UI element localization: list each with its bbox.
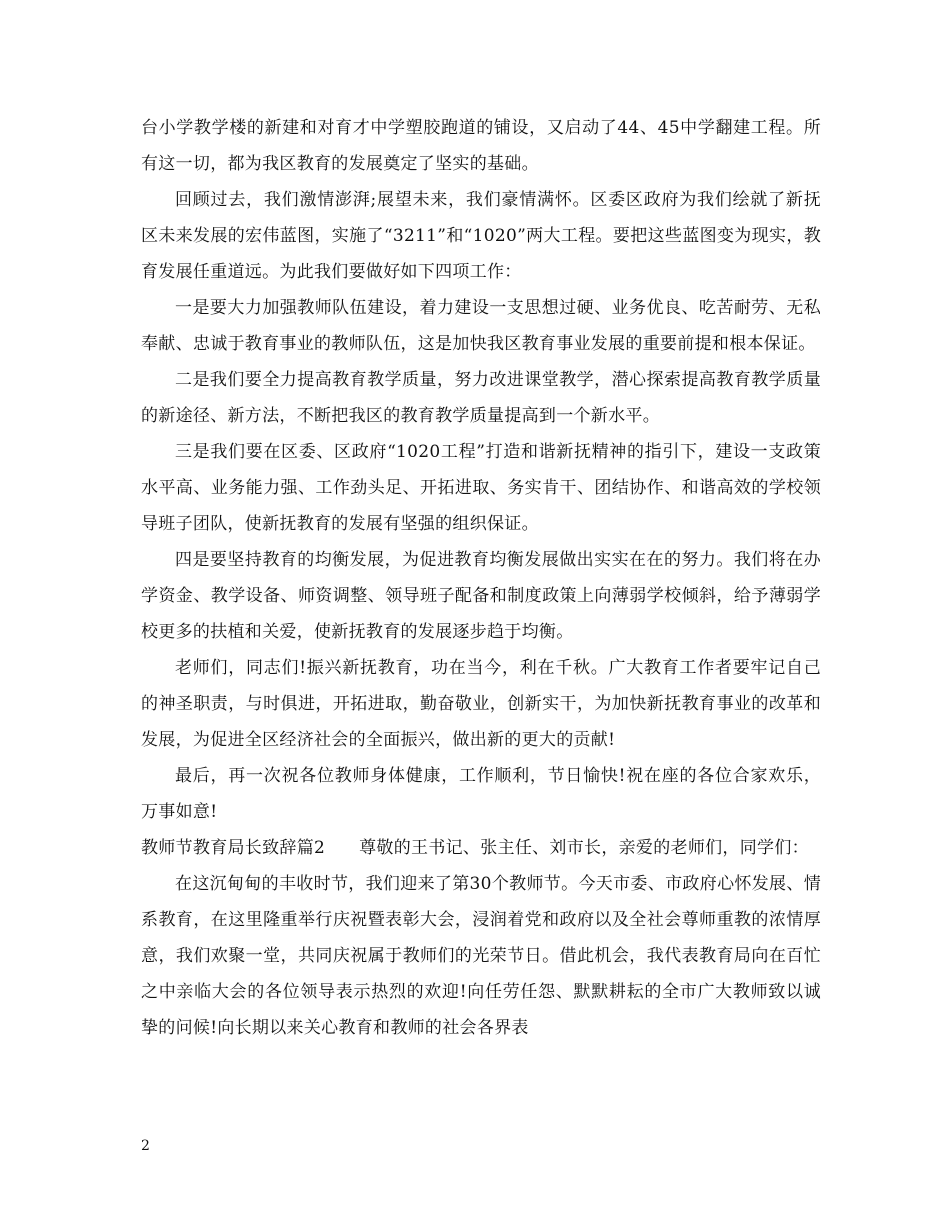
paragraph-task-four: 四是要坚持教育的均衡发展，为促进教育均衡发展做出实实在在的努力。我们将在办学资金、教学设备、师资调整、领导班子配备和制度政策上向薄弱学校倾斜，给予薄弱学校更多的扶植和关爱，使新抚教育的发展逐步趋于均衡。 bbox=[141, 550, 821, 642]
paragraph-task-one: 一是要大力加强教师队伍建设，着力建设一支思想过硬、业务优良、吃苦耐劳、无私奉献、忠诚于教育事业的教师队伍，这是加快我区教育事业发展的重要前提和根本保证。 bbox=[141, 298, 821, 354]
paragraph-closing: 最后，再一次祝各位教师身体健康，工作顺利，节日愉快!祝在座的各位合家欢乐，万事如意! bbox=[141, 766, 821, 822]
section-heading-salutation: 尊敬的王书记、张主任、刘市长，亲爱的老师们，同学们： bbox=[359, 838, 809, 858]
paragraph-speech-opening: 在这沉甸甸的丰收时节，我们迎来了第30个教师节。今天市委、市政府心怀发展、情系教育，在这里隆重举行庆祝暨表彰大会，浸润着党和政府以及全社会尊师重教的浓情厚意，我们欢聚一堂，共同庆祝属于教师们的光荣节日。借此机会，我代表教育局向在百忙之中亲临大会的各位领导表示热烈的欢迎!向任劳任怨、默默耕耘的全市广大教师致以诚挚的问候!向长期以来关心教育和教师的社会各界表 bbox=[141, 874, 821, 1038]
section-heading bbox=[141, 830, 821, 866]
paragraph-task-two: 二是我们要全力提高教育教学质量，努力改进课堂教学，潜心探索提高教育教学质量的新途径、新方法，不断把我区的教育教学质量提高到一个新水平。 bbox=[141, 370, 821, 426]
section-heading-title: 教师节教育局长致辞篇2 bbox=[141, 838, 326, 858]
document-body bbox=[141, 110, 821, 1046]
paragraph-task-three: 三是我们要在区委、区政府“1020工程”打造和谐新抚精神的指引下，建设一支政策水平高、业务能力强、工作劲头足、开拓进取、务实肯干、团结协作、和谐高效的学校领导班子团队，使新抚教育的发展有坚强的组织保证。 bbox=[141, 442, 821, 534]
paragraph-review: 回顾过去，我们激情澎湃;展望未来，我们豪情满怀。区委区政府为我们绘就了新抚区未来发展的宏伟蓝图，实施了“3211”和“1020”两大工程。要把这些蓝图变为现实，教育发展任重道远。为此我们要做好如下四项工作： bbox=[141, 190, 821, 282]
paragraph-continuation: 台小学教学楼的新建和对育才中学塑胶跑道的铺设，又启动了44、45中学翻建工程。所有这一切，都为我区教育的发展奠定了坚实的基础。 bbox=[141, 118, 821, 174]
paragraph-appeal: 老师们，同志们!振兴新抚教育，功在当今，利在千秋。广大教育工作者要牢记自己的神圣职责，与时俱进，开拓进取，勤奋敬业，创新实干，为加快新抚教育事业的改革和发展，为促进全区经济社会的全面振兴，做出新的更大的贡献! bbox=[141, 658, 821, 750]
page-number: 2 bbox=[141, 1138, 150, 1154]
